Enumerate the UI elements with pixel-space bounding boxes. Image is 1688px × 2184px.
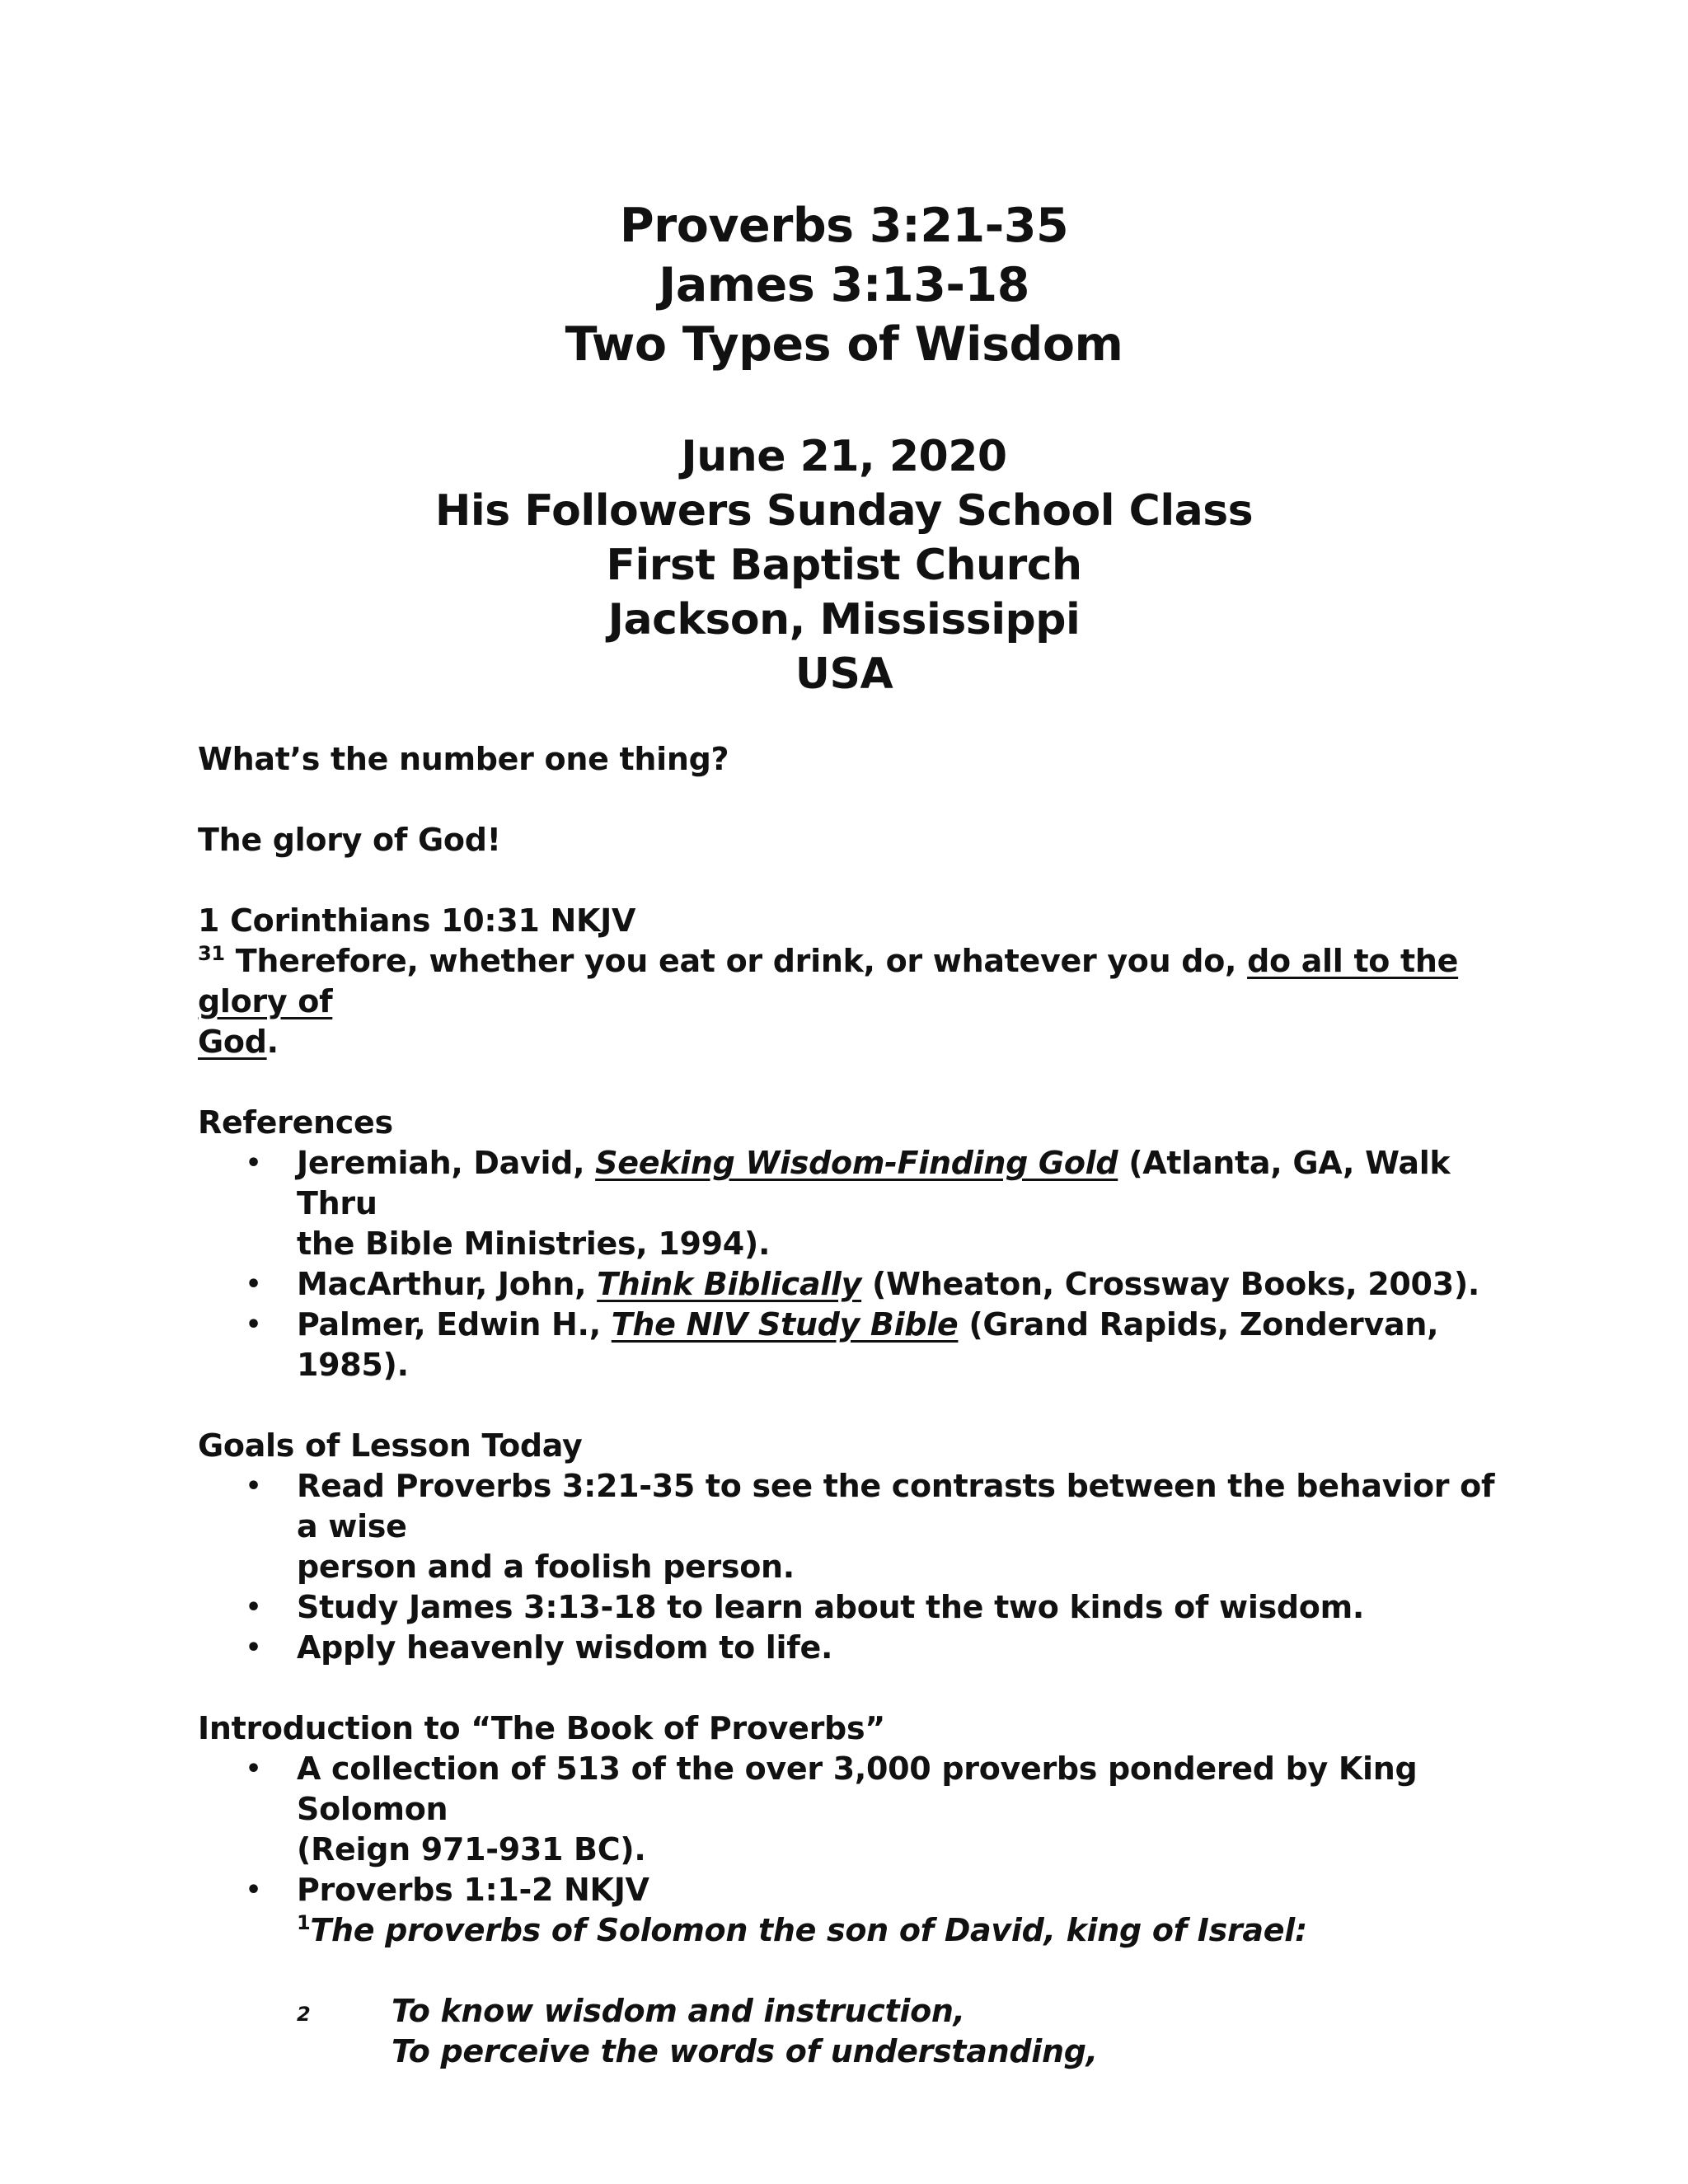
references-list <box>198 1143 1500 1385</box>
verse-period: . <box>266 1024 279 1060</box>
proverbs-intro-heading: Introduction to “The Book of Proverbs” <box>198 1710 885 1746</box>
goal-item <box>198 1587 1500 1628</box>
bullet-icon: • <box>246 1755 261 1783</box>
proverbs-collection-text: A collection of 513 of the over 3,000 proverbs pondered by King Solomon <box>297 1750 1418 1827</box>
proverbs-reference: Proverbs 1:1-2 NKJV <box>297 1872 649 1908</box>
scripture-verse <box>198 941 1500 1062</box>
goal-item <box>198 1466 1500 1587</box>
class-info <box>0 429 1688 701</box>
goals-heading: Goals of Lesson Today <box>198 1427 583 1464</box>
bullet-icon: • <box>246 1472 261 1501</box>
bullet-icon: • <box>246 1310 261 1339</box>
proverbs-intro-item <box>198 1749 1500 1870</box>
class-name: His Followers Sunday School Class <box>434 486 1254 536</box>
reference-item <box>198 1143 1500 1264</box>
reference-publisher-cont: the Bible Ministries, 1994). <box>297 1226 771 1262</box>
verse-number: 1 <box>297 1911 311 1934</box>
proverbs-verse-1: The proverbs of Solomon the son of David, king of Israel: <box>310 1912 1307 1948</box>
verse-number: 2 <box>297 2003 311 2026</box>
bullet-icon: • <box>246 1593 261 1622</box>
reference-author: Palmer, Edwin H., <box>297 1306 612 1343</box>
reference-item <box>198 1264 1500 1305</box>
lesson-title <box>0 196 1688 374</box>
bullet-icon: • <box>246 1876 261 1905</box>
reference-author: Jeremiah, David, <box>297 1145 596 1181</box>
intro-question: What’s the number one thing? <box>198 741 729 777</box>
verse-text: Therefore, whether you eat or drink, or whatever you do, <box>224 943 1248 979</box>
goal-text: Study James 3:13-18 to learn about the two kinds of wisdom. <box>297 1589 1365 1625</box>
verse-emphasis: do all to the glory of <box>198 943 1459 1019</box>
title-line-2: James 3:13-18 <box>659 258 1029 312</box>
verse-line: To know wisdom and instruction, <box>392 1993 965 2029</box>
city-state: Jackson, Mississippi <box>607 595 1081 644</box>
reference-author: MacArthur, John, <box>297 1266 598 1302</box>
proverbs-intro-item <box>198 1870 1500 1951</box>
goals-list <box>198 1466 1500 1668</box>
references-heading: References <box>198 1104 393 1141</box>
verse-emphasis-end: God <box>198 1024 267 1060</box>
scripture-reference: 1 Corinthians 10:31 NKJV <box>198 902 636 939</box>
bullet-icon: • <box>246 1149 261 1178</box>
lesson-date: June 21, 2020 <box>681 432 1007 481</box>
verse-number: 31 <box>198 942 225 965</box>
title-line-3: Two Types of Wisdom <box>565 317 1123 372</box>
bullet-icon: • <box>246 1270 261 1299</box>
proverbs-collection-text-cont: (Reign 971-931 BC). <box>297 1831 646 1868</box>
reference-publisher: (Grand Rapids, Zondervan, 1985). <box>297 1306 1439 1383</box>
reference-item <box>198 1305 1500 1385</box>
lesson-body <box>198 739 1500 2072</box>
title-line-1: Proverbs 3:21-35 <box>619 199 1069 253</box>
reference-book-title: Think Biblically <box>597 1266 862 1302</box>
goal-text: Read Proverbs 3:21-35 to see the contrasts between the behavior of a wise <box>297 1468 1495 1544</box>
proverbs-intro-list <box>198 1749 1500 1951</box>
church-name: First Baptist Church <box>606 541 1082 590</box>
goal-text: Apply heavenly wisdom to life. <box>297 1629 833 1666</box>
reference-book-title: The NIV Study Bible <box>611 1306 959 1343</box>
goal-text-cont: person and a foolish person. <box>297 1549 795 1585</box>
country: USA <box>795 649 893 699</box>
goal-item <box>198 1628 1500 1668</box>
reference-publisher: (Wheaton, Crossway Books, 2003). <box>861 1266 1480 1302</box>
verse-line: To perceive the words of understanding, <box>392 2033 1098 2069</box>
intro-answer: The glory of God! <box>198 822 501 858</box>
bullet-icon: • <box>246 1633 261 1662</box>
reference-book-title: Seeking Wisdom-Finding Gold <box>595 1145 1118 1181</box>
reference-publisher: (Atlanta, GA, Walk Thru <box>297 1145 1451 1221</box>
proverbs-verse-2 <box>198 1991 1500 2072</box>
